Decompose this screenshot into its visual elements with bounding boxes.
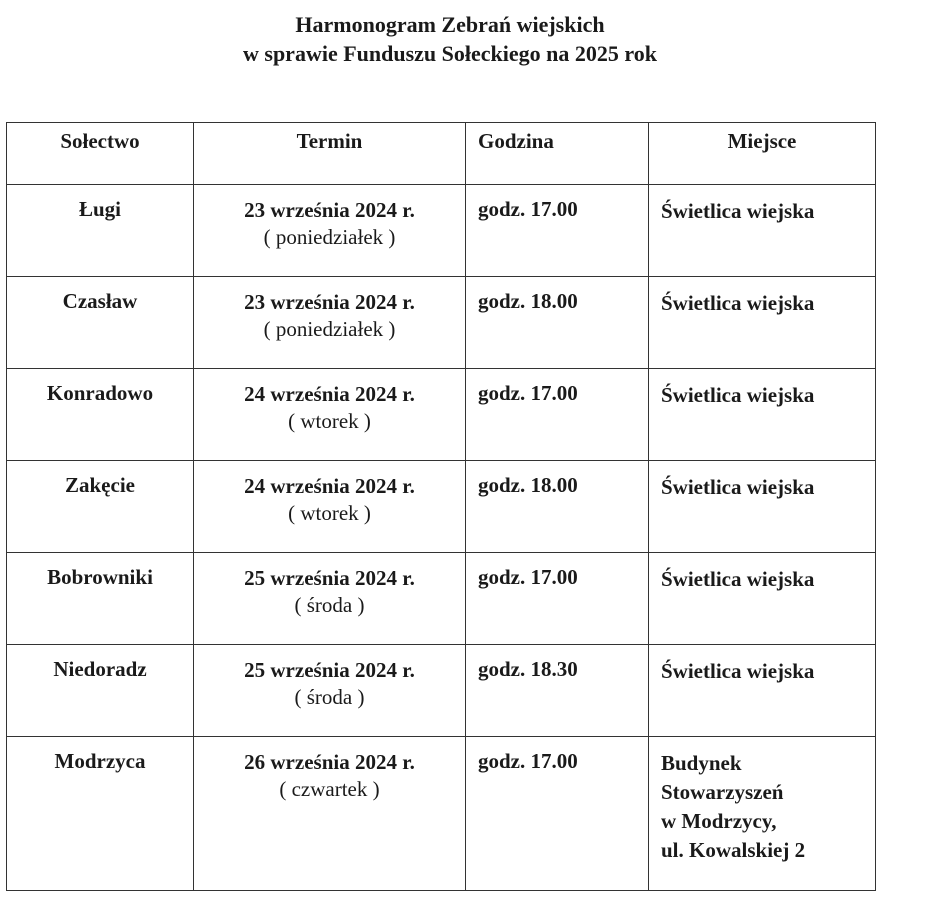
- table-header-row: [7, 123, 876, 185]
- cell-godzina: godz. 17.00: [466, 185, 649, 277]
- termin-day: ( poniedziałek ): [263, 225, 396, 249]
- cell-termin: [194, 185, 466, 277]
- cell-solectwo: Niedoradz: [7, 645, 194, 737]
- table-row: [7, 369, 876, 461]
- termin-day: ( środa ): [294, 593, 365, 617]
- table-row: [7, 553, 876, 645]
- miejsce-line: w Modrzycy,: [661, 809, 777, 833]
- cell-miejsce: [649, 645, 876, 737]
- schedule-table: [6, 122, 876, 891]
- miejsce-line: ul. Kowalskiej 2: [661, 838, 806, 862]
- cell-miejsce: [649, 277, 876, 369]
- termin-day: ( środa ): [294, 685, 365, 709]
- miejsce-line: Świetlica wiejska: [661, 659, 815, 683]
- miejsce-line: Świetlica wiejska: [661, 475, 815, 499]
- cell-termin: [194, 277, 466, 369]
- title-line-1: Harmonogram Zebrań wiejskich: [295, 12, 605, 37]
- cell-miejsce: [649, 737, 876, 891]
- document-title: [0, 10, 900, 68]
- cell-godzina: godz. 18.00: [466, 277, 649, 369]
- cell-godzina: godz. 17.00: [466, 737, 649, 891]
- cell-godzina: godz. 18.00: [466, 461, 649, 553]
- table-row: [7, 645, 876, 737]
- table-row: [7, 277, 876, 369]
- header-solectwo: Sołectwo: [7, 123, 194, 185]
- termin-date: 25 września 2024 r.: [244, 658, 415, 682]
- cell-godzina: godz. 17.00: [466, 553, 649, 645]
- cell-solectwo: Modrzyca: [7, 737, 194, 891]
- table-row: [7, 185, 876, 277]
- miejsce-line: Budynek: [661, 751, 742, 775]
- miejsce-line: Świetlica wiejska: [661, 567, 815, 591]
- header-godzina: Godzina: [466, 123, 649, 185]
- cell-solectwo: Ługi: [7, 185, 194, 277]
- termin-date: 26 września 2024 r.: [244, 750, 415, 774]
- cell-godzina: godz. 17.00: [466, 369, 649, 461]
- cell-termin: [194, 461, 466, 553]
- miejsce-line: Świetlica wiejska: [661, 199, 815, 223]
- termin-day: ( poniedziałek ): [263, 317, 396, 341]
- cell-miejsce: [649, 553, 876, 645]
- cell-termin: [194, 553, 466, 645]
- cell-solectwo: Czasław: [7, 277, 194, 369]
- termin-date: 23 września 2024 r.: [244, 198, 415, 222]
- miejsce-line: Świetlica wiejska: [661, 383, 815, 407]
- termin-date: 24 września 2024 r.: [244, 474, 415, 498]
- cell-solectwo: Bobrowniki: [7, 553, 194, 645]
- cell-miejsce: [649, 185, 876, 277]
- miejsce-line: Świetlica wiejska: [661, 291, 815, 315]
- cell-miejsce: [649, 461, 876, 553]
- termin-date: 23 września 2024 r.: [244, 290, 415, 314]
- termin-day: ( czwartek ): [279, 777, 380, 801]
- header-miejsce: Miejsce: [649, 123, 876, 185]
- cell-solectwo: Konradowo: [7, 369, 194, 461]
- termin-day: ( wtorek ): [288, 409, 371, 433]
- termin-day: ( wtorek ): [288, 501, 371, 525]
- table-row: [7, 461, 876, 553]
- cell-termin: [194, 645, 466, 737]
- cell-termin: [194, 369, 466, 461]
- table-row: [7, 737, 876, 891]
- cell-solectwo: Zakęcie: [7, 461, 194, 553]
- cell-termin: [194, 737, 466, 891]
- termin-date: 24 września 2024 r.: [244, 382, 415, 406]
- cell-godzina: godz. 18.30: [466, 645, 649, 737]
- title-line-2: w sprawie Funduszu Sołeckiego na 2025 rok: [243, 41, 657, 66]
- cell-miejsce: [649, 369, 876, 461]
- termin-date: 25 września 2024 r.: [244, 566, 415, 590]
- miejsce-line: Stowarzyszeń: [661, 780, 784, 804]
- header-termin: Termin: [194, 123, 466, 185]
